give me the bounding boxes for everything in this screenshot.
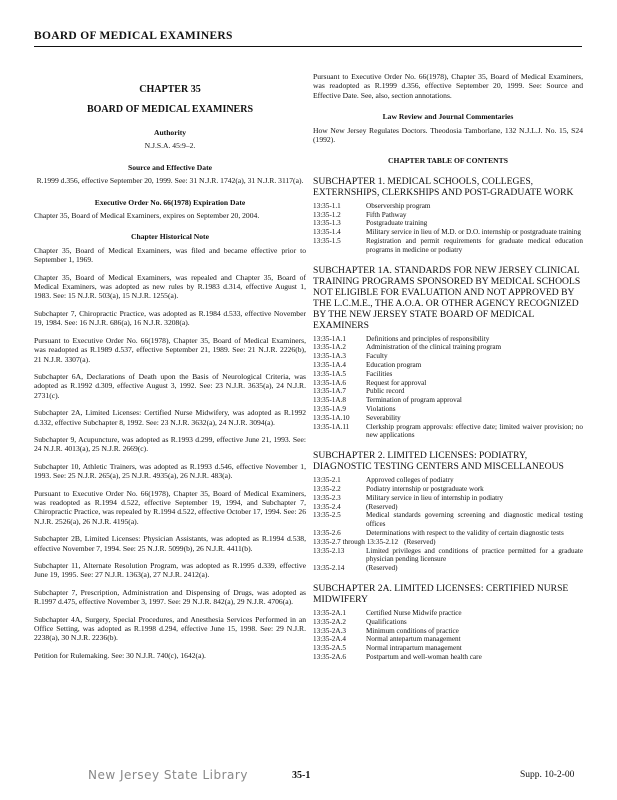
section-name: Postpartum and well-woman health care bbox=[366, 652, 482, 661]
history-note: Subchapter 6A, Declarations of Death upon the Basis of Neurological Criteria, was adopted as R.1992 d.309, effective August 3, 1992. See: 23 N.J.R. 3635(a), 24 N.J.R. 2731(c). bbox=[34, 371, 306, 400]
history-note: Chapter 35, Board of Medical Examiners, was filed and became effective prior to September 1, 1969. bbox=[34, 245, 306, 265]
section-name: Education program bbox=[366, 361, 422, 370]
section-number: 13:35-1A.11 bbox=[313, 422, 350, 431]
toc-entry[interactable] bbox=[313, 396, 583, 405]
toc-entry[interactable] bbox=[313, 352, 583, 361]
section-name: Postgraduate training bbox=[366, 219, 428, 228]
exec-order-heading: Executive Order No. 66(1978) Expiration Date bbox=[94, 197, 246, 207]
toc-entry[interactable] bbox=[313, 609, 583, 618]
section-number: 13:35-1A.1 bbox=[313, 334, 346, 343]
section-name: Qualifications bbox=[366, 617, 407, 626]
section-name: Severability bbox=[366, 413, 401, 422]
authority-heading: Authority bbox=[153, 128, 187, 137]
section-number: 13:35-1A.10 bbox=[313, 413, 350, 422]
toc-entry[interactable] bbox=[313, 405, 583, 414]
law-review-heading: Law Review and Journal Commentaries bbox=[382, 112, 514, 122]
subchapter-title: SUBCHAPTER 1A. STANDARDS FOR NEW JERSEY CLINICAL TRAINING PROGRAMS SPONSORED BY MEDICAL SCHOOLS NOT ELIGIBLE FOR EVALUATION AND NOT APPROVED BY THE L.C.M.E., THE A.O.A. OR OTHER AGENCY RECOGNIZED BY THE NEW JERSEY STATE BOARD OF MEDICAL EXAMINERS bbox=[313, 264, 581, 331]
toc-entry[interactable] bbox=[313, 335, 583, 344]
toc-entry[interactable] bbox=[313, 219, 583, 228]
section-name: Normal intrapartum management bbox=[366, 644, 462, 653]
section-name: Determinations with respect to the validity of certain diagnostic tests bbox=[366, 528, 564, 537]
section-name: Limited privileges and conditions of practice permitted for a graduate physician pending licensure bbox=[366, 546, 583, 564]
section-name: Violations bbox=[366, 405, 396, 413]
section-name: Definitions and principles of responsibility bbox=[366, 334, 490, 343]
section-number: 13:35-1.2 bbox=[313, 210, 341, 219]
subchapter-title: SUBCHAPTER 2. LIMITED LICENSES: PODIATRY, DIAGNOSTIC TESTING CENTERS AND MISCELLANEOUS bbox=[313, 450, 564, 473]
section-number: 13:35-1A.8 bbox=[313, 396, 346, 405]
section-name: Administration of the clinical training program bbox=[366, 343, 502, 352]
law-review-text: How New Jersey Regulates Doctors. Theodosia Tamborlane, 132 N.J.L.J. No. 15, S24 (1992). bbox=[313, 125, 583, 145]
section-number: 13:35-2A.2 bbox=[313, 617, 346, 626]
library-watermark: New Jersey State Library bbox=[88, 768, 248, 782]
history-note: Chapter 35, Board of Medical Examiners, was repealed and Chapter 35, Board of Medical Examiners, was adopted as new rules by R.1983 d.314, effective August 1, 1983. See: 15 N.J.R. 503(a), 15 N.J.R. 1255(a). bbox=[34, 272, 306, 301]
section-name: Termination of program approval bbox=[366, 396, 462, 405]
table-of-contents bbox=[313, 176, 583, 662]
toc-entry[interactable] bbox=[313, 494, 583, 503]
history-note: Subchapter 7, Prescription, Administration and Dispensing of Drugs, was adopted as R.1997 d.475, effective November 3, 1997. See: 29 N.J.R. 842(a), 29 N.J.R. 4706(a). bbox=[34, 587, 306, 607]
toc-entry[interactable] bbox=[313, 237, 583, 255]
section-number: 13:35-1A.9 bbox=[313, 405, 346, 413]
toc-entry[interactable] bbox=[313, 343, 583, 352]
section-name: Faculty bbox=[366, 352, 388, 361]
toc-entry[interactable] bbox=[313, 202, 583, 211]
section-number: 13:35-2.1 bbox=[313, 476, 341, 485]
toc-entry[interactable] bbox=[313, 228, 583, 237]
chapter-number: CHAPTER 35 bbox=[139, 84, 201, 95]
section-name: Approved colleges of podiatry bbox=[366, 476, 454, 485]
toc-entry[interactable] bbox=[313, 211, 583, 220]
section-number: 13:35-2A.5 bbox=[313, 644, 346, 653]
section-number: 13:35-2.6 bbox=[313, 528, 341, 537]
toc-heading: CHAPTER TABLE OF CONTENTS bbox=[388, 156, 508, 166]
section-number: 13:35-2A.3 bbox=[313, 626, 346, 635]
history-note: Subchapter 10, Athletic Trainers, was adopted as R.1993 d.546, effective November 1, 1993. See: 25 N.J.R. 265(a), 25 N.J.R. 4935(a), 26 N.J.R. 483(a). bbox=[34, 461, 306, 481]
source-heading: Source and Effective Date bbox=[127, 162, 212, 172]
toc-entry[interactable] bbox=[313, 529, 583, 538]
section-number: 13:35-1A.4 bbox=[313, 361, 346, 370]
history-note: Pursuant to Executive Order No. 66(1978), Chapter 35, Board of Medical Examiners, was readopted as R.1994 d.522, effective September 19, 1994, and Subchapter 7, Chiropractic Practice, was repealed by R.1994 d.522, effective October 17, 1994. See: 26 N.J.R. 2526(a), 26 N.J.R. 4195(a). bbox=[34, 488, 306, 526]
section-name: (Reserved) bbox=[404, 537, 436, 546]
section-number: 13:35-2.14 bbox=[313, 564, 345, 573]
section-name: Medical standards governing screening and diagnostic medical testing offices bbox=[366, 511, 583, 529]
section-number: 13:35-1.1 bbox=[313, 201, 341, 210]
section-number: 13:35-2.2 bbox=[313, 484, 341, 493]
source-text: R.1999 d.356, effective September 20, 1999. See: 31 N.J.R. 1742(a), 31 N.J.R. 3117(a). bbox=[36, 176, 304, 186]
section-name: Certified Nurse Midwife practice bbox=[366, 608, 462, 617]
history-note: Subchapter 7, Chiropractic Practice, was adopted as R.1984 d.533, effective November 19, 1984. See: 16 N.J.R. 686(a), 16 N.J.R. 3208(a). bbox=[34, 308, 306, 328]
supplement-date: Supp. 10-2-00 bbox=[520, 770, 575, 780]
history-note: Subchapter 11, Alternate Resolution Program, was adopted as R.1995 d.339, effective June 19, 1995. See: 27 N.J.R. 1363(a), 27 N.J.R. 2412(a). bbox=[34, 561, 306, 580]
section-number: 13:35-1A.3 bbox=[313, 352, 346, 361]
toc-entry[interactable] bbox=[313, 423, 583, 441]
history-note: Pursuant to Executive Order No. 66(1978), Chapter 35, Board of Medical Examiners, was readopted as R.1989 d.537, effective September 21, 1989. See: 21 N.J.R. 2226(b), 21 N.J.R. 3307(a). bbox=[34, 335, 306, 364]
right-column bbox=[313, 72, 583, 662]
exec-order-text: Chapter 35, Board of Medical Examiners, expires on September 20, 2004. bbox=[34, 211, 260, 221]
history-heading: Chapter Historical Note bbox=[131, 232, 209, 242]
toc-entry[interactable] bbox=[313, 414, 583, 423]
section-number: 13:35-2A.4 bbox=[313, 635, 346, 644]
toc-entry[interactable] bbox=[313, 485, 583, 494]
section-number: 13:35-1A.2 bbox=[313, 343, 346, 352]
toc-entry[interactable] bbox=[313, 361, 583, 370]
header-rule bbox=[34, 46, 582, 47]
readoption-note: Pursuant to Executive Order No. 66(1978), Chapter 35, Board of Medical Examiners, was readopted as R.1999 d.356, effective September 20, 1999. See: Source and Effective Date. See, also, section annotations. bbox=[313, 72, 583, 100]
section-name: Podiatry internship or postgraduate work bbox=[366, 484, 484, 493]
section-number: 13:35-2.3 bbox=[313, 493, 341, 502]
history-note: Subchapter 9, Acupuncture, was adopted as R.1993 d.299, effective June 21, 1993. See: 24 N.J.R. 4013(a), 25 N.J.R. 2669(c). bbox=[34, 434, 306, 454]
section-number: 13:35-1.5 bbox=[313, 237, 341, 246]
subchapter-title: SUBCHAPTER 2A. LIMITED LICENSES: CERTIFIED NURSE MIDWIFERY bbox=[313, 582, 569, 605]
section-number: 13:35-1.3 bbox=[313, 219, 341, 228]
history-notes bbox=[34, 246, 306, 660]
section-name: (Reserved) bbox=[366, 564, 398, 573]
history-note: Subchapter 2A, Limited Licenses: Certified Nurse Midwifery, was adopted as R.1992 d.332, effective Subchapter 8, 1992. See: 23 N.J.R. 3632(a), 24 N.J.R. 3094(a). bbox=[34, 408, 306, 427]
section-number: 13:35-1A.6 bbox=[313, 378, 346, 387]
toc-entry[interactable] bbox=[313, 635, 583, 644]
section-number: 13:35-2A.1 bbox=[313, 608, 346, 617]
toc-entry[interactable] bbox=[313, 618, 583, 627]
section-name: Facilities bbox=[366, 369, 393, 378]
section-name: Military service in lieu of internship in podiatry bbox=[366, 493, 504, 502]
history-note: Subchapter 2B, Limited Licenses: Physician Assistants, was adopted as R.1994 d.538, effective November 7, 1994. See: 25 N.J.R. 5099(b), 26 N.J.R. 4411(b). bbox=[34, 534, 306, 553]
section-number: 13:35-1A.7 bbox=[313, 387, 346, 396]
toc-entry[interactable] bbox=[313, 503, 583, 512]
section-name: Fifth Pathway bbox=[366, 210, 407, 219]
toc-entry[interactable] bbox=[313, 476, 583, 485]
section-name: Military service in lieu of M.D. or D.O. internship or postgraduate training bbox=[366, 228, 581, 237]
history-note: Petition for Rulemaking. See: 30 N.J.R. 740(c), 1642(a). bbox=[34, 650, 206, 660]
section-name: Request for approval bbox=[366, 378, 427, 387]
toc-entry[interactable] bbox=[313, 370, 583, 379]
page-footer bbox=[0, 768, 617, 788]
section-number: 13:35-2.4 bbox=[313, 502, 341, 511]
section-number: 13:35-1.4 bbox=[313, 228, 341, 237]
section-name: Clerkship program approvals: effective date; limited waiver provision; no new applications bbox=[366, 422, 583, 440]
subchapter-title: SUBCHAPTER 1. MEDICAL SCHOOLS, COLLEGES, EXTERNSHIPS, CLERKSHIPS AND POST-GRADUATE WORK bbox=[313, 175, 574, 198]
toc-entry[interactable] bbox=[313, 538, 583, 547]
toc-entry[interactable] bbox=[313, 644, 583, 653]
left-column bbox=[34, 72, 306, 668]
running-header: BOARD OF MEDICAL EXAMINERS bbox=[34, 30, 233, 42]
chapter-title: BOARD OF MEDICAL EXAMINERS bbox=[86, 104, 254, 115]
section-number: 13:35-2A.6 bbox=[313, 652, 346, 661]
section-name: Observership program bbox=[366, 201, 431, 210]
toc-entry[interactable] bbox=[313, 379, 583, 388]
section-name: (Reserved) bbox=[366, 502, 398, 511]
toc-entry[interactable] bbox=[313, 387, 583, 396]
section-name: Normal antepartum management bbox=[366, 635, 461, 644]
section-name: Minimum conditions of practice bbox=[366, 626, 459, 635]
authority-text: N.J.S.A. 45:9–2. bbox=[144, 141, 196, 151]
page-number: 35-1 bbox=[292, 770, 311, 781]
section-number: 13:35-2.5 bbox=[313, 511, 341, 520]
toc-entry[interactable] bbox=[313, 653, 583, 662]
toc-entry[interactable] bbox=[313, 511, 583, 529]
section-number: 13:35-1A.5 bbox=[313, 369, 346, 378]
toc-entry[interactable] bbox=[313, 627, 583, 636]
section-name: Public record bbox=[366, 387, 405, 396]
toc-entry[interactable] bbox=[313, 547, 583, 565]
history-note: Subchapter 4A, Surgery, Special Procedures, and Anesthesia Services Performed in an Office Setting, was adopted as R.1998 d.294, effective June 15, 1998. See: 29 N.J.R. 2238(a), 30 N.J.R. 2236(b). bbox=[34, 614, 306, 643]
section-number: 13:35-2.13 bbox=[313, 546, 345, 555]
section-number: 13:35-2.7 through 13:35-2.12 bbox=[313, 537, 399, 546]
section-name: Registration and permit requirements for graduate medical education programs in medicine or podiatry bbox=[366, 237, 583, 254]
toc-entry[interactable] bbox=[313, 564, 583, 573]
